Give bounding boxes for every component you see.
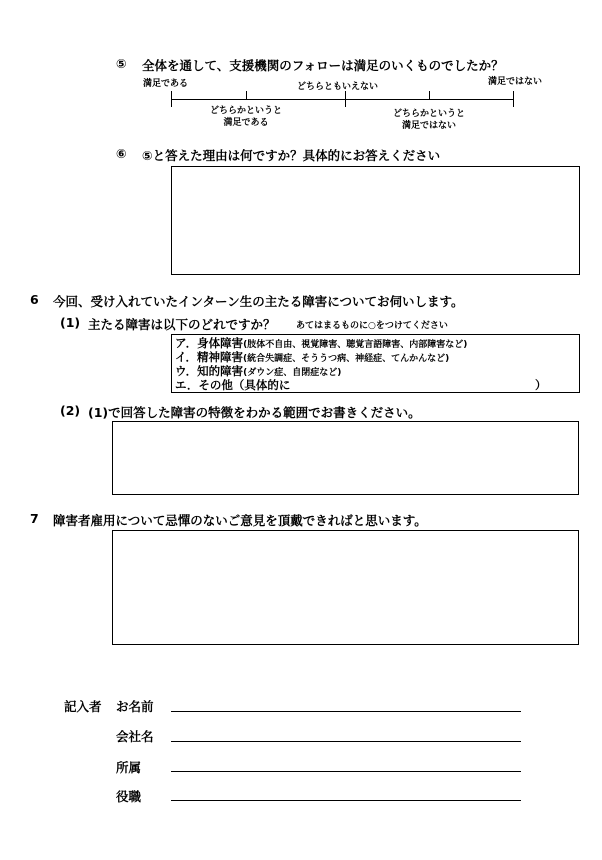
q6-1-instruction: あてはまるものに○をつけてください [296, 321, 448, 331]
scale-label-2-line1: どちらかというと [209, 106, 282, 116]
section6-title: 今回、受け入れていたインターン生の主たる障害についてお伺いします。 [53, 294, 464, 309]
option-physical-label: ア．身体障害 [175, 336, 244, 350]
field-label-position: 役職 [116, 789, 142, 804]
q6-1-number: (1) [60, 315, 81, 330]
option-other-close-paren: ） [535, 378, 547, 392]
option-intellectual-note: (ダウン症、自閉症など) [243, 368, 342, 378]
scale-tick-1[interactable] [171, 91, 172, 107]
scale-tick-5[interactable] [513, 91, 514, 107]
q6-1-question: 主たる障害は以下のどれですか？ [88, 317, 276, 332]
q6-2-number: (2) [60, 403, 81, 418]
option-mental-note: (統合失調症、そううつ病、神経症、てんかんなど) [242, 354, 450, 364]
scale-label-neutral: どちらともいえない [297, 82, 379, 92]
field-label-department: 所属 [116, 760, 142, 775]
disability-options-box [171, 334, 580, 393]
scale-label-satisfied: 満足である [143, 79, 189, 89]
section7-title: 障害者雇用について忌憚のないご意見を頂戴できればと思います。 [53, 513, 427, 528]
field-line-department[interactable] [171, 771, 521, 772]
option-intellectual-label: ウ．知的障害 [175, 364, 244, 378]
q6-2-answer-box[interactable] [112, 421, 579, 495]
scale-tick-2[interactable] [246, 91, 247, 99]
field-label-name: お名前 [116, 699, 154, 714]
section7-answer-box[interactable] [112, 530, 579, 645]
field-line-position[interactable] [171, 800, 521, 801]
q5-question: 全体を通して、支援機関のフォローは満足のいくものでしたか？ [142, 58, 504, 73]
field-label-company: 会社名 [116, 729, 154, 744]
scale-label-4-line1: どちらかというと [392, 109, 465, 119]
signature-heading: 記入者 [64, 699, 102, 714]
q6-question: ⑤と答えた理由は何ですか？具体的にお答えください [142, 148, 441, 163]
scale-label-somewhat-satisfied [196, 105, 296, 129]
scale-label-somewhat-not-satisfied [379, 108, 479, 132]
section7-number: 7 [30, 511, 39, 526]
option-other[interactable] [175, 377, 290, 393]
scale-label-2-line2: 満足である [223, 118, 269, 128]
q6-number: ⑥ [116, 146, 127, 161]
scale-tick-3[interactable] [345, 91, 346, 107]
scale-line [171, 99, 514, 100]
option-other-label: エ．その他（具体的に [175, 378, 291, 392]
field-line-company[interactable] [171, 741, 521, 742]
scale-label-4-line2: 満足ではない [401, 121, 456, 131]
scale-label-not-satisfied: 満足ではない [488, 77, 543, 87]
scale-tick-4[interactable] [429, 91, 430, 99]
q5-number: ⑤ [116, 56, 127, 71]
option-mental-label: イ．精神障害 [175, 350, 243, 364]
section6-number: 6 [30, 292, 39, 307]
q6-answer-box[interactable] [171, 166, 580, 275]
field-line-name[interactable] [171, 711, 521, 712]
q6-2-question: (1)で回答した障害の特徴をわかる範囲でお書きください。 [88, 405, 421, 420]
option-physical-note: (肢体不自由、視覚障害、聴覚言語障害、内部障害など) [243, 340, 468, 350]
